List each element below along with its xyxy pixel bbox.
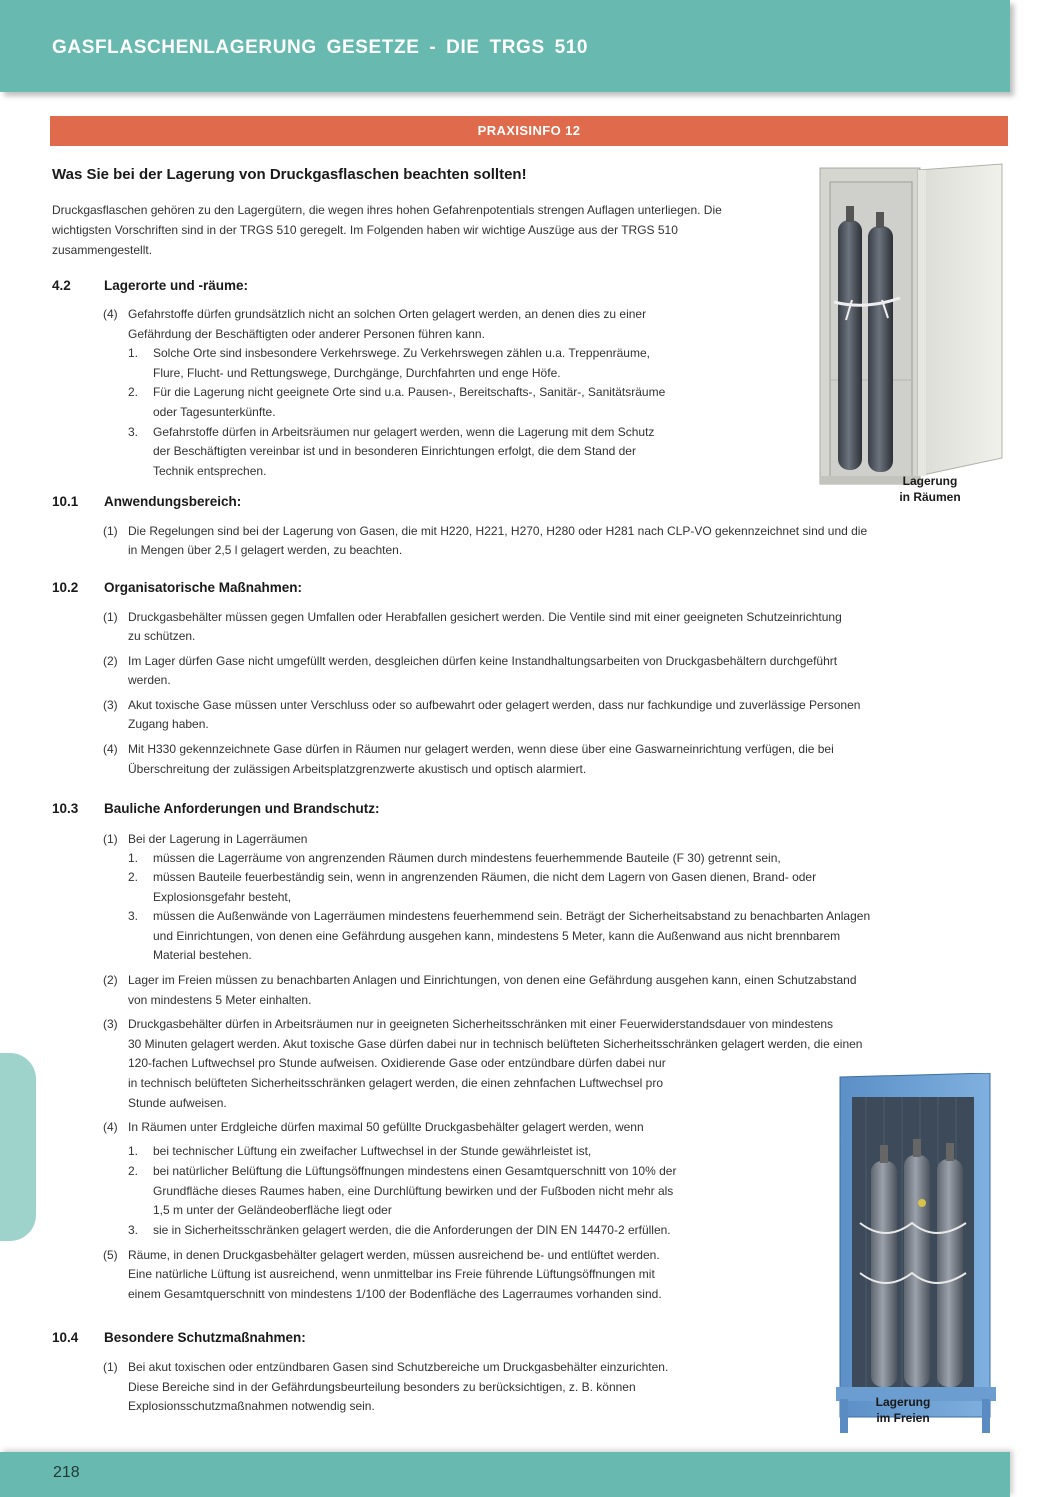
text-line: sie in Sicherheitsschränken gelagert werden, die die Anforderungen der DIN EN 14470-2 erfüllen. [153,1223,671,1237]
list-marker: (1) [103,1360,118,1374]
text-line: Zugang haben. [128,717,209,731]
section-title: Anwendungsbereich: [104,494,242,509]
text-line: Lager im Freien müssen zu benachbarten Anlagen und Einrichtungen, von denen eine Gefährdung ausgehen kann, einen Schutzabstand [128,973,857,987]
text-line: Akut toxische Gase müssen unter Verschluss oder so aufbewahrt oder gelagert werden, dass nur fachkundige und zuverlässige Personen [128,698,861,712]
list-marker: (4) [103,1120,118,1134]
text-line: Gefahrstoffe dürfen grundsätzlich nicht an solchen Orten gelagert werden, an denen dies zu einer [128,307,647,321]
section-number: 10.3 [52,801,79,816]
text-line: Bei der Lagerung in Lagerräumen [128,832,308,846]
caption-line: in Räumen [899,490,961,504]
list-marker: (3) [103,1017,118,1031]
text-line: von mindestens 5 Meter einhalten. [128,993,312,1007]
text-line: in technisch belüfteten Sicherheitsschränken gelagert werden, die einen zehnfachen Luftwechsel pro [128,1076,664,1090]
text-line: werden. [128,673,171,687]
caption-line: Lagerung [902,474,958,488]
text-line: zu schützen. [128,629,196,643]
outdoor-cabinet-image [836,1073,996,1435]
section-heading [52,494,241,509]
text-line: bei technischer Lüftung ein zweifacher Luftwechsel in der Stunde gewährleistet ist, [153,1144,592,1158]
text-line: einem Gesamtquerschnitt von mindestens 1/100 der Bodenfläche des Lagerraumes vorhanden sind. [128,1287,662,1301]
section-number: 10.2 [52,580,79,595]
text-line: Material bestehen. [153,948,252,962]
text-line: und Einrichtungen, von denen eine Gefährdung ausgehen kann, mindestens 5 Meter, kann die Außenwand aus nicht brennbarem [153,929,841,943]
indoor-caption [880,473,980,505]
text-line: Grundfläche dieses Raumes haben, eine Durchlüftung bewirken und der Fußboden nicht mehr als [153,1184,674,1198]
text-line: bei natürlicher Belüftung die Lüftungsöffnungen mindestens einen Gesamtquerschnitt von 10% der [153,1164,677,1178]
text-line: 30 Minuten gelagert werden. Akut toxische Gase dürfen dabei nur in technisch belüfteten Sicherheitsschränken gelagert werden, die einen [128,1037,863,1051]
list-marker: 1. [128,1144,139,1158]
list-marker: 3. [128,425,139,439]
list-marker: (2) [103,654,118,668]
footer-bar [0,1452,1010,1497]
caption-line: im Freien [876,1411,930,1425]
section-heading [52,580,302,595]
text-line: Mit H330 gekennzeichnete Gase dürfen in Räumen nur gelagert werden, wenn diese über eine Gaswarneinrichtung verfügen, die bei [128,742,834,756]
text-line: Druckgasbehälter dürfen in Arbeitsräumen nur in geeigneten Sicherheitsschränken mit einer Feuerwiderstandsdauer von mindestens [128,1017,834,1031]
section-title: Organisatorische Maßnahmen: [104,580,303,595]
text-line: In Räumen unter Erdgleiche dürfen maximal 50 gefüllte Druckgasbehälter gelagert werden, wenn [128,1120,644,1134]
list-marker: 1. [128,851,139,865]
text-line: Im Lager dürfen Gase nicht umgefüllt werden, desgleichen dürfen keine Instandhaltungsarbeiten von Druckgasbehältern durchgeführt [128,654,838,668]
header-bar [0,0,1010,92]
text-line: in Mengen über 2,5 l gelagert werden, zu beachten. [128,543,403,557]
section-title: Lagerorte und -räume: [104,278,249,293]
intro-paragraph: Druckgasflaschen gehören zu den Lagergütern, die wegen ihres hohen Gefahrenpotentials strengen Auflagen unterliegen. Die wichtigsten Vorschriften sind in der TRGS 510 geregelt. Im Folgenden haben wir wichtige Auszüge aus der TRGS 510 zusammengestellt. [52,203,722,257]
text-line: Räume, in denen Druckgasbehälter gelagert werden, müssen ausreichend be- und entlüftet werden. [128,1248,660,1262]
text-line: müssen Bauteile feuerbeständig sein, wenn in angrenzenden Räumen, die nicht dem Lagern von Gasen dienen, Brand- oder [153,870,817,884]
text-line: Diese Bereiche sind in der Gefährdungsbeurteilung besonders zu berücksichtigen, z. B. können [128,1380,636,1394]
text-line: Überschreitung der zulässigen Arbeitsplatzgrenzwerte akustisch und optisch alarmiert. [128,762,587,776]
text-line: Für die Lagerung nicht geeignete Orte sind u.a. Pausen-, Bereitschafts-, Sanitär-, Sanitätsräume [153,385,666,399]
side-tab [0,1053,36,1241]
list-marker: (3) [103,698,118,712]
text-line: Bei akut toxischen oder entzündbaren Gasen sind Schutzbereiche um Druckgasbehälter einzurichten. [128,1360,669,1374]
text-line: der Beschäftigten vereinbar ist und in besonderen Einrichtungen erfolgt, die dem Stand der [153,444,636,458]
text-line: 1,5 m unter der Geländeoberfläche liegt oder [153,1203,392,1217]
list-marker: (5) [103,1248,118,1262]
section-heading [52,278,248,293]
list-marker: (1) [103,524,118,538]
text-line: Eine natürliche Lüftung ist ausreichend, wenn unmittelbar ins Freie führende Lüftungsöffnungen mit [128,1267,655,1281]
section-heading [52,1330,306,1345]
list-marker: 1. [128,346,139,360]
text-line: Flure, Flucht- und Rettungswege, Durchgänge, Durchfahrten und enge Höfe. [153,366,561,380]
page-title: GASFLASCHENLAGERUNG GESETZE - DIE TRGS 510 [52,37,589,58]
list-marker: 2. [128,870,139,884]
text-line: Solche Orte sind insbesondere Verkehrswege. Zu Verkehrswegen zählen u.a. Treppenräume, [153,346,650,360]
text-line: Explosionsschutzmaßnahmen notwendig sein. [128,1399,375,1413]
list-marker: 2. [128,385,139,399]
caption-line: Lagerung [875,1395,931,1409]
list-marker: (4) [103,307,118,321]
section-number: 4.2 [52,278,71,293]
section-title: Bauliche Anforderungen und Brandschutz: [104,801,380,816]
text-line: Technik entsprechen. [153,464,267,478]
headline: Was Sie bei der Lagerung von Druckgasflaschen beachten sollten! [52,166,527,183]
text-line: müssen die Lagerräume von angrenzenden Räumen durch mindestens feuerhemmende Bauteile (F 30) getrennt sein, [153,851,781,865]
text-line: müssen die Außenwände von Lagerräumen mindestens feuerhemmend sein. Beträgt der Sicherheitsabstand zu benachbarten Anlagen [153,909,871,923]
list-marker: (2) [103,973,118,987]
text-line: 120-fachen Luftwechsel pro Stunde aufweisen. Oxidierende Gase oder entzündbare dürfen dabei nur [128,1056,666,1070]
praxisinfo-banner: PRAXISINFO 12 [50,116,1008,146]
section-number: 10.1 [52,494,79,509]
text-line: Die Regelungen sind bei der Lagerung von Gasen, die mit H220, H221, H270, H280 oder H281 nach CLP-VO gekennzeichnet sind und die [128,524,868,538]
page-number: 218 [53,1464,80,1481]
list-marker: 3. [128,1223,139,1237]
indoor-cabinet-image [810,160,1010,488]
text-line: Stunde aufweisen. [128,1096,227,1110]
section-number: 10.4 [52,1330,79,1345]
outdoor-caption [853,1394,953,1426]
text-line: oder Tagesunterkünfte. [153,405,276,419]
list-marker: 3. [128,909,139,923]
list-marker: (1) [103,610,118,624]
text-line: Druckgasbehälter müssen gegen Umfallen oder Herabfallen gesichert werden. Die Ventile sind mit einer geeigneten Schutzeinrichtung [128,610,842,624]
text-line: Gefährdung der Beschäftigten oder anderer Personen führen kann. [128,327,485,341]
list-marker: 2. [128,1164,139,1178]
text-line: Explosionsgefahr besteht, [153,890,292,904]
text-line: Gefahrstoffe dürfen in Arbeitsräumen nur gelagert werden, wenn die Lagerung mit dem Schutz [153,425,655,439]
list-marker: (4) [103,742,118,756]
list-marker: (1) [103,832,118,846]
section-title: Besondere Schutzmaßnahmen: [104,1330,306,1345]
section-heading [52,801,380,816]
